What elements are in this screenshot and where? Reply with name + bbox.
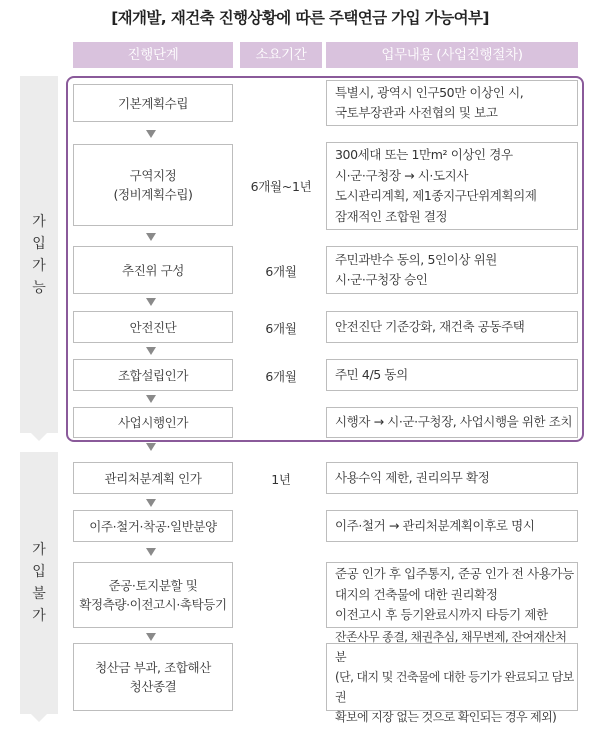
- stage-box: [73, 246, 233, 294]
- flow-arrow: [146, 443, 156, 451]
- task-text: 준공 인가 후 입주통지, 준공 인가 전 사용가능 대지의 건축물에 대한 권리확정 이전고시 후 등기완료시까지 타등기 제한: [335, 566, 574, 623]
- task-box: [326, 562, 578, 628]
- task-text: 300세대 또는 1만m² 이상인 경우 시·군·구청장 → 시·도지사 도시관리계획, 제1종지구단위계획의제 잠재적인 조합원 결정: [335, 147, 537, 224]
- stage-box: [73, 562, 233, 628]
- stage-name: 청산금 부과, 조합해산 청산종결: [95, 660, 211, 694]
- flow-arrow: [146, 130, 156, 138]
- side-label-ineligible: [20, 452, 58, 714]
- flow-arrow: [146, 347, 156, 355]
- stage-name: 조합설립인가: [117, 367, 189, 383]
- flow-arrow: [146, 633, 156, 641]
- stage-name: 추진위 구성: [122, 262, 184, 278]
- stage-name: 이주·철거·착공·일반분양: [89, 518, 217, 534]
- task-text: 주민과반수 동의, 5인이상 위원 시·군·구청장 승인: [335, 251, 497, 287]
- task-box: [326, 359, 578, 391]
- task-box: [326, 407, 578, 438]
- side-arrow-ineligible: [31, 714, 47, 722]
- flow-arrow: [146, 298, 156, 306]
- stage-name: 사업시행인가: [117, 415, 189, 430]
- side-label-ineligible-text: 가입불가: [32, 542, 46, 624]
- stage-box: [73, 643, 233, 711]
- stage-name: 준공·토지분할 및 확정측량·이전고시·촉탁등기: [79, 578, 227, 612]
- task-text: 주민 4/5 동의: [335, 366, 408, 382]
- stage-box: [73, 84, 233, 122]
- task-box: [326, 142, 578, 230]
- stage-name: 기본계획수립: [117, 95, 189, 111]
- stage-box: [73, 359, 233, 391]
- task-box: [326, 80, 578, 126]
- task-box: [326, 311, 578, 343]
- flow-arrow: [146, 395, 156, 403]
- duration-text: 6개월: [265, 369, 297, 384]
- stage-box: [73, 311, 233, 343]
- duration-text: 6개월: [265, 321, 297, 336]
- task-text: 시행자 → 시·군·구청장, 사업시행을 위한 조치: [335, 414, 573, 430]
- stage-box: [73, 462, 233, 494]
- duration-text: 6개월: [265, 264, 297, 279]
- side-arrow-eligible: [31, 433, 47, 441]
- flow-arrow: [146, 233, 156, 241]
- duration-text: 1년: [271, 472, 291, 487]
- flow-arrow: [146, 499, 156, 507]
- task-text: 안전진단 기준강화, 재건축 공동주택: [335, 318, 525, 334]
- task-text: 특별시, 광역시 인구50만 이상인 시, 국토부장관과 사전협의 및 보고: [335, 84, 524, 120]
- duration-text: 6개월~1년: [250, 179, 312, 194]
- task-box: [326, 246, 578, 294]
- task-box: [326, 510, 578, 542]
- stage-box: [73, 407, 233, 438]
- task-box: [326, 630, 578, 724]
- task-text: 이주·철거 → 관리처분계획이후로 명시: [335, 517, 535, 533]
- header-stage: 진행단계: [73, 42, 233, 68]
- stage-box: [73, 510, 233, 542]
- task-box: [326, 462, 578, 494]
- flow-arrow: [146, 548, 156, 556]
- header-task: 업무내용 (사업진행절차): [326, 42, 578, 68]
- task-text: 사용수익 제한, 권리의무 확정: [335, 469, 490, 485]
- side-label-eligible-text: 가입가능: [32, 213, 46, 296]
- task-text: 잔존사무 종결, 채권추심, 채무변제, 잔여재산처분 (단, 대지 및 건축물에 대한 등기가 완료되고 담보권 확보에 지장 없는 것으로 확인되는 경우 제외): [335, 630, 574, 724]
- stage-name: 안전진단: [129, 319, 177, 335]
- diagram-title: [재개발, 재건축 진행상황에 따른 주택연금 가입 가능여부]: [111, 9, 489, 27]
- side-label-eligible: [20, 76, 58, 433]
- stage-name: 구역지정 (정비계획수립): [113, 168, 193, 202]
- stage-name: 관리처분계획 인가: [104, 470, 202, 486]
- header-duration: 소요기간: [240, 42, 322, 68]
- stage-box: [73, 144, 233, 226]
